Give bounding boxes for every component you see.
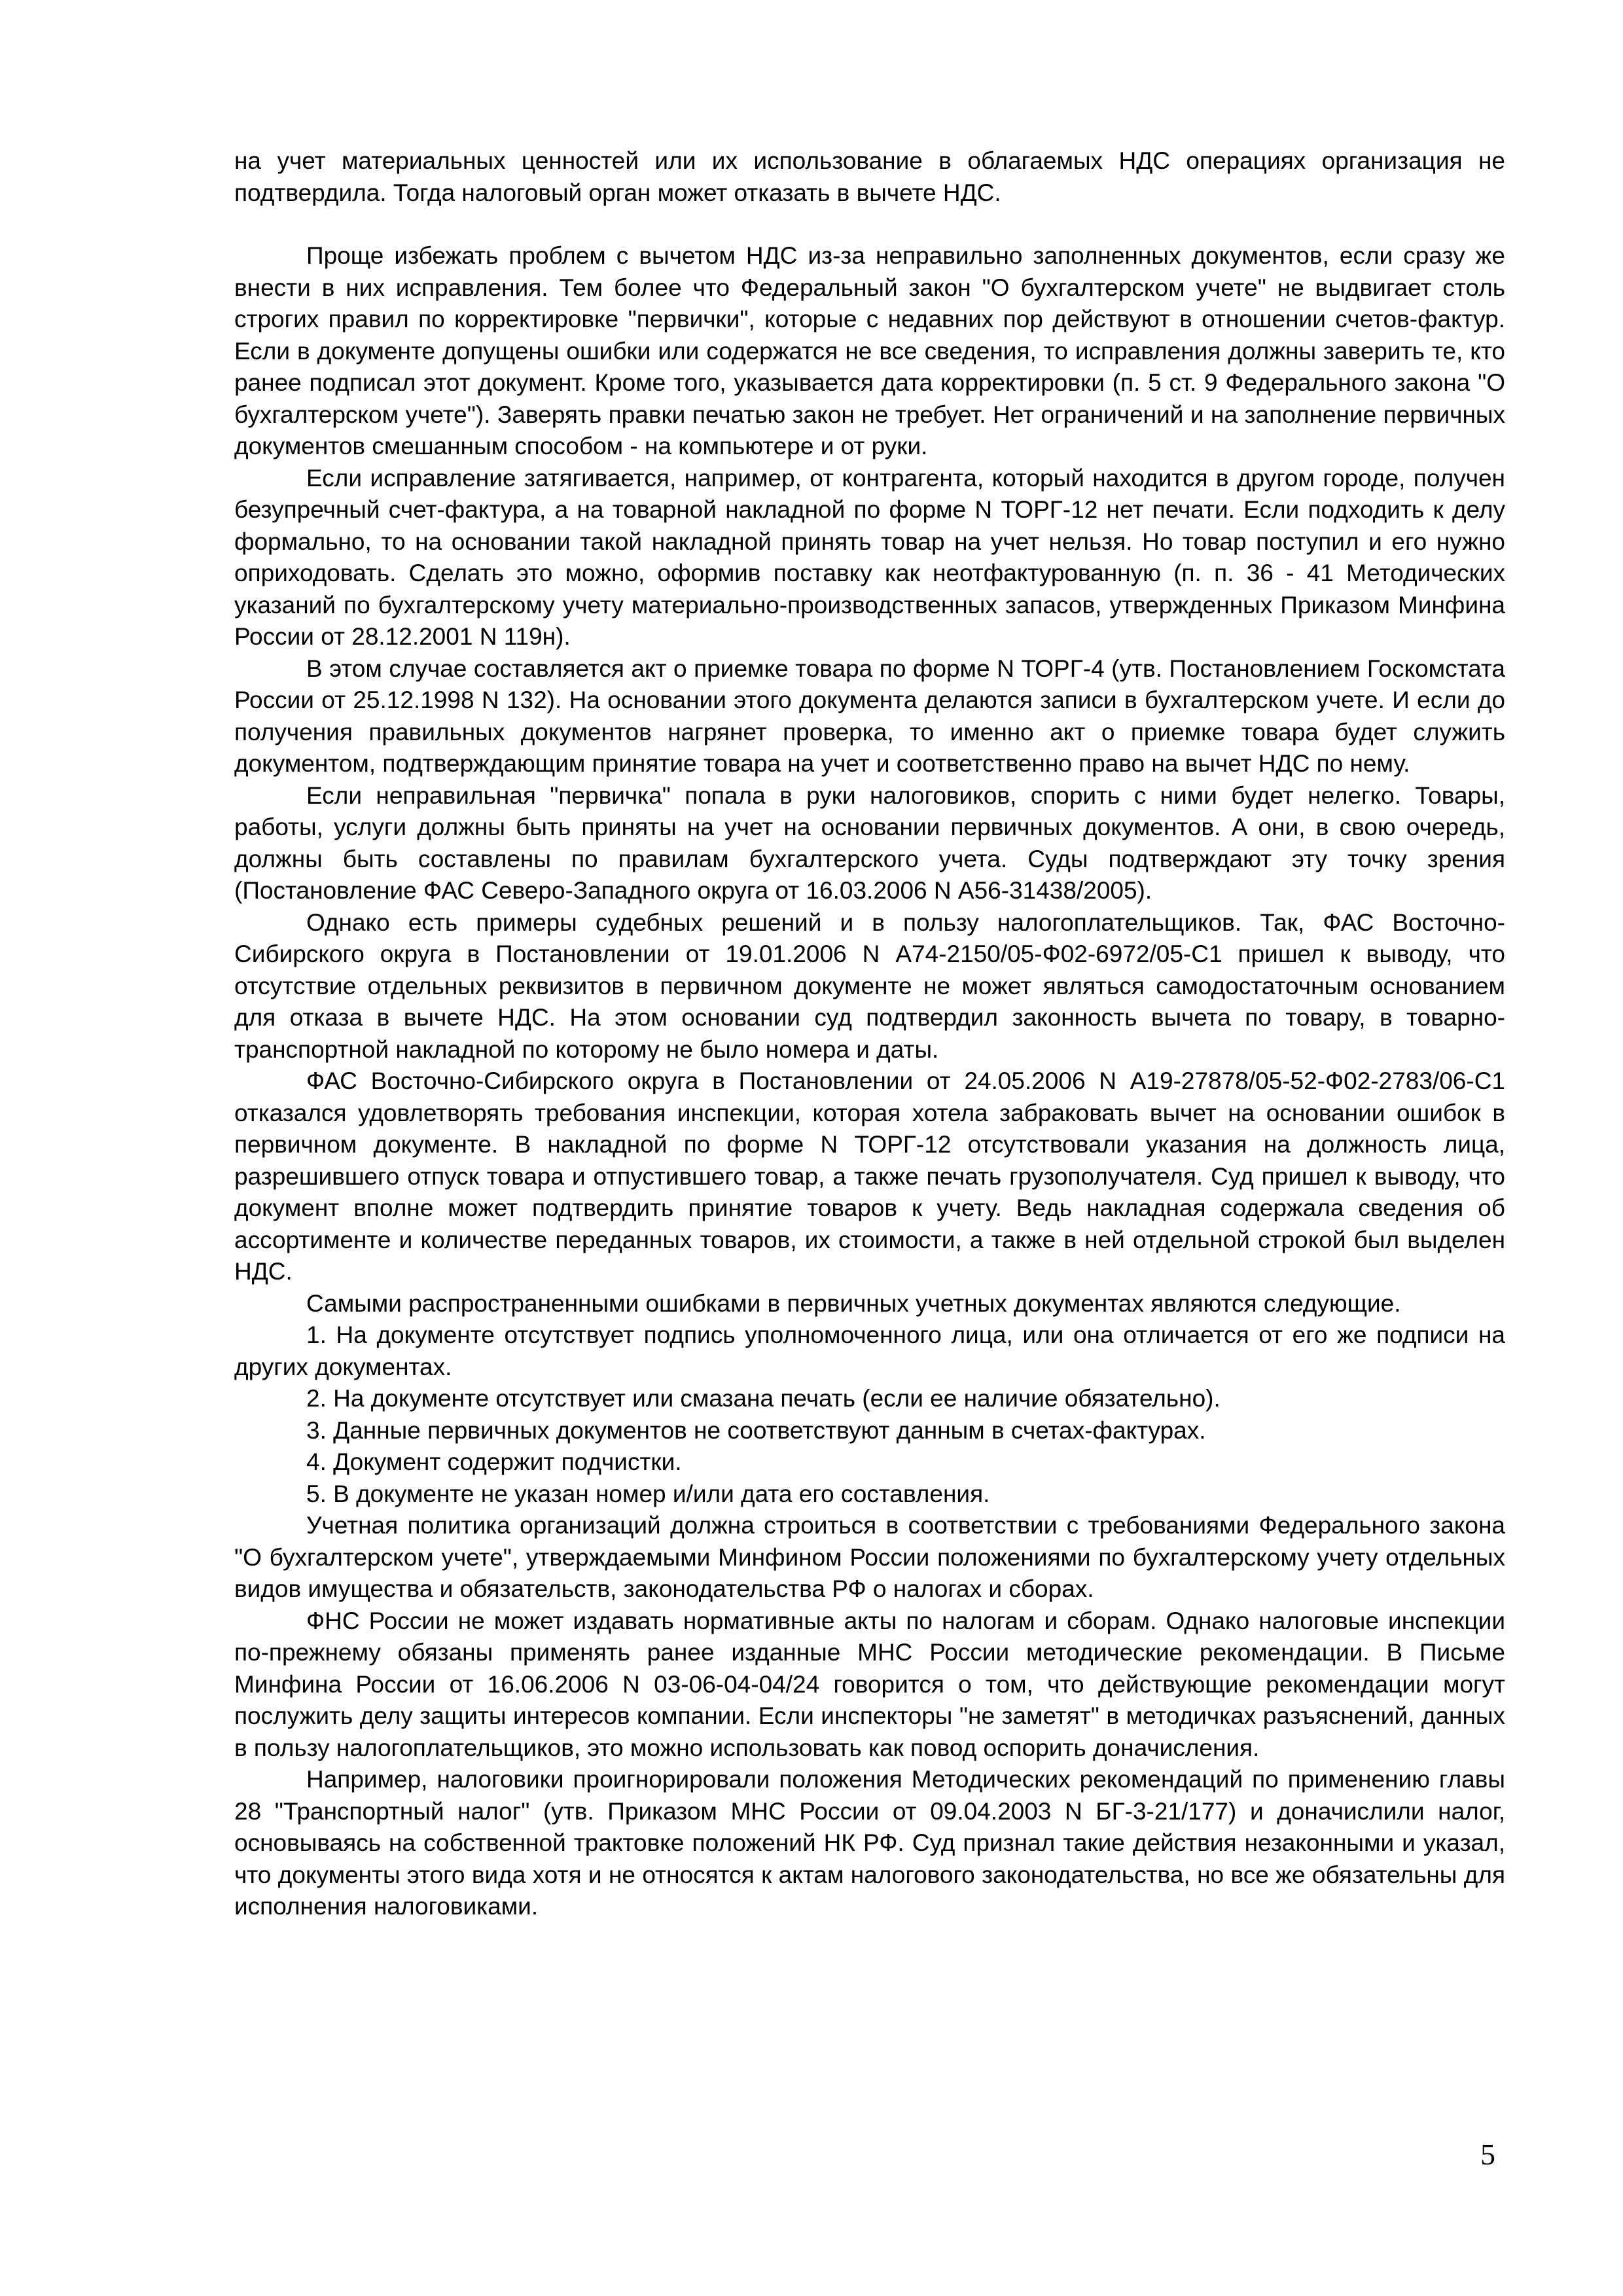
paragraph-tax-dispute: Если неправильная "первичка" попала в руки налоговиков, спорить с ними будет нелегко. Товары, работы, услуги должны быть приняты на учет на основании первичных документов. А они, в свою очередь, должны быть составлены по правилам бухгалтерского учета. Суды подтверждают эту точку зрения (Постановление ФАС Северо-Западного округа от 16.03.2006 N А56-31438/2005).	[234, 781, 1505, 904]
paragraph-fns-recommendations: ФНС России не может издавать нормативные акты по налогам и сборам. Однако налоговые инспекции по-прежнему обязаны применять ранее изданные МНС России методические рекомендации. В Письме Минфина России от 16.06.2006 N 03-06-04-04/24 говорится о том, что действующие рекомендации могут послужить делу защиты интересов компании. Если инспекторы "не заметят" в методичках разъяснений, данных в пользу налогоплательщиков, это можно использовать как повод оспорить доначисления.	[234, 1607, 1505, 1761]
paragraph-court-example-1: Однако есть примеры судебных решений и в пользу налогоплательщиков. Так, ФАС Восточно-Сибирского округа в Постановлении от 19.01.2006 N А74-2150/05-Ф02-6972/05-С1 пришел к выводу, что отсутствие отдельных реквизитов в первичном документе не может являться самодостаточным основанием для отказа в вычете НДС. На этом основании суд подтвердил законность вычета по товару, в товарно-транспортной накладной по которому не было номера и даты.	[234, 908, 1505, 1063]
page-number: 5	[1480, 2138, 1495, 2171]
list-item-error-3: 3. Данные первичных документов не соответствуют данным в счетах-фактурах.	[306, 1416, 1206, 1444]
paragraph-common-errors-intro: Самыми распространенными ошибками в первичных учетных документах являются следующие.	[306, 1289, 1401, 1317]
list-item-error-4: 4. Документ содержит подчистки.	[306, 1448, 682, 1475]
paragraph-court-example-2: ФАС Восточно-Сибирского округа в Постановлении от 24.05.2006 N А19-27878/05-52-Ф02-2783/06-С1 отказался удовлетворять требования инспекции, которая хотела забраковать вычет на основании ошибок в первичном документе. В накладной по форме N ТОРГ-12 отсутствовали указания на должность лица, разрешившего отпуск товара и отпустившего товар, а также печать грузополучателя. Суд пришел к выводу, что документ вполне может подтвердить принятие товаров к учету. Ведь накладная содержала сведения об ассортименте и количестве переданных товаров, их стоимости, а также в ней отдельной строкой был выделен НДС.	[234, 1067, 1505, 1285]
list-item-error-5: 5. В документе не указан номер и/или дата его составления.	[306, 1480, 990, 1507]
paragraph-accounting-policy: Учетная политика организаций должна строиться в соответствии с требованиями Федерального закона "О бухгалтерском учете", утверждаемыми Минфином России положениями по бухгалтерскому учету отдельных видов имущества и обязательств, законодательства РФ о налогах и сборах.	[234, 1512, 1505, 1602]
paragraph-delayed-correction: Если исправление затягивается, например, от контрагента, который находится в другом городе, получен безупречный счет-фактура, а на товарной накладной по форме N ТОРГ-12 нет печати. Если подходить к делу формально, то на основании такой накладной принять товар на учет нельзя. Но товар поступил и его нужно оприходовать. Сделать это можно, оформив поставку как неотфактурованную (п. п. 36 - 41 Методических указаний по бухгалтерскому учету материально-производственных запасов, утвержденных Приказом Минфина России от 28.12.2001 N 119н).	[234, 464, 1505, 650]
paragraph-torg4-act: В этом случае составляется акт о приемке товара по форме N ТОРГ-4 (утв. Постановлением Госкомстата России от 25.12.1998 N 132). На основании этого документа делаются записи в бухгалтерском учете. И если до получения правильных документов нагрянет проверка, то именно акт о приемке товара будет служить документом, подтверждающим принятие товара на учет и соответственно право на вычет НДС по нему.	[234, 655, 1505, 777]
list-item-error-2: 2. На документе отсутствует или смазана печать (если ее наличие обязательно).	[306, 1385, 1221, 1412]
paragraph-continuation: на учет материальных ценностей или их использование в облагаемых НДС операциях организация не подтвердила. Тогда налоговый орган может отказать в вычете НДС.	[234, 147, 1505, 206]
list-item-error-1: 1. На документе отсутствует подпись уполномоченного лица, или она отличается от его же подписи на других документах.	[234, 1321, 1505, 1380]
paragraph-corrections: Проще избежать проблем с вычетом НДС из-за неправильно заполненных документов, если сразу же внести в них исправления. Тем более что Федеральный закон "О бухгалтерском учете" не выдвигает столь строгих правил по корректировке "первички", которые с недавних пор действуют в отношении счетов-фактур. Если в документе допущены ошибки или содержатся не все сведения, то исправления должны заверить те, кто ранее подписал этот документ. Кроме того, указывается дата корректировки (п. 5 ст. 9 Федерального закона "О бухгалтерском учете"). Заверять правки печатью закон не требует. Нет ограничений и на заполнение первичных документов смешанным способом - на компьютере и от руки.	[234, 242, 1505, 459]
paragraph-transport-tax-example: Например, налоговики проигнорировали положения Методических рекомендаций по применению главы 28 "Транспортный налог" (утв. Приказом МНС России от 09.04.2003 N БГ-3-21/177) и доначислили налог, основываясь на собственной трактовке положений НК РФ. Суд признал такие действия незаконными и указал, что документы этого вида хотя и не относятся к актам налогового законодательства, но все же обязательны для исполнения налоговиками.	[234, 1766, 1505, 1920]
body-text	[234, 145, 1505, 1923]
